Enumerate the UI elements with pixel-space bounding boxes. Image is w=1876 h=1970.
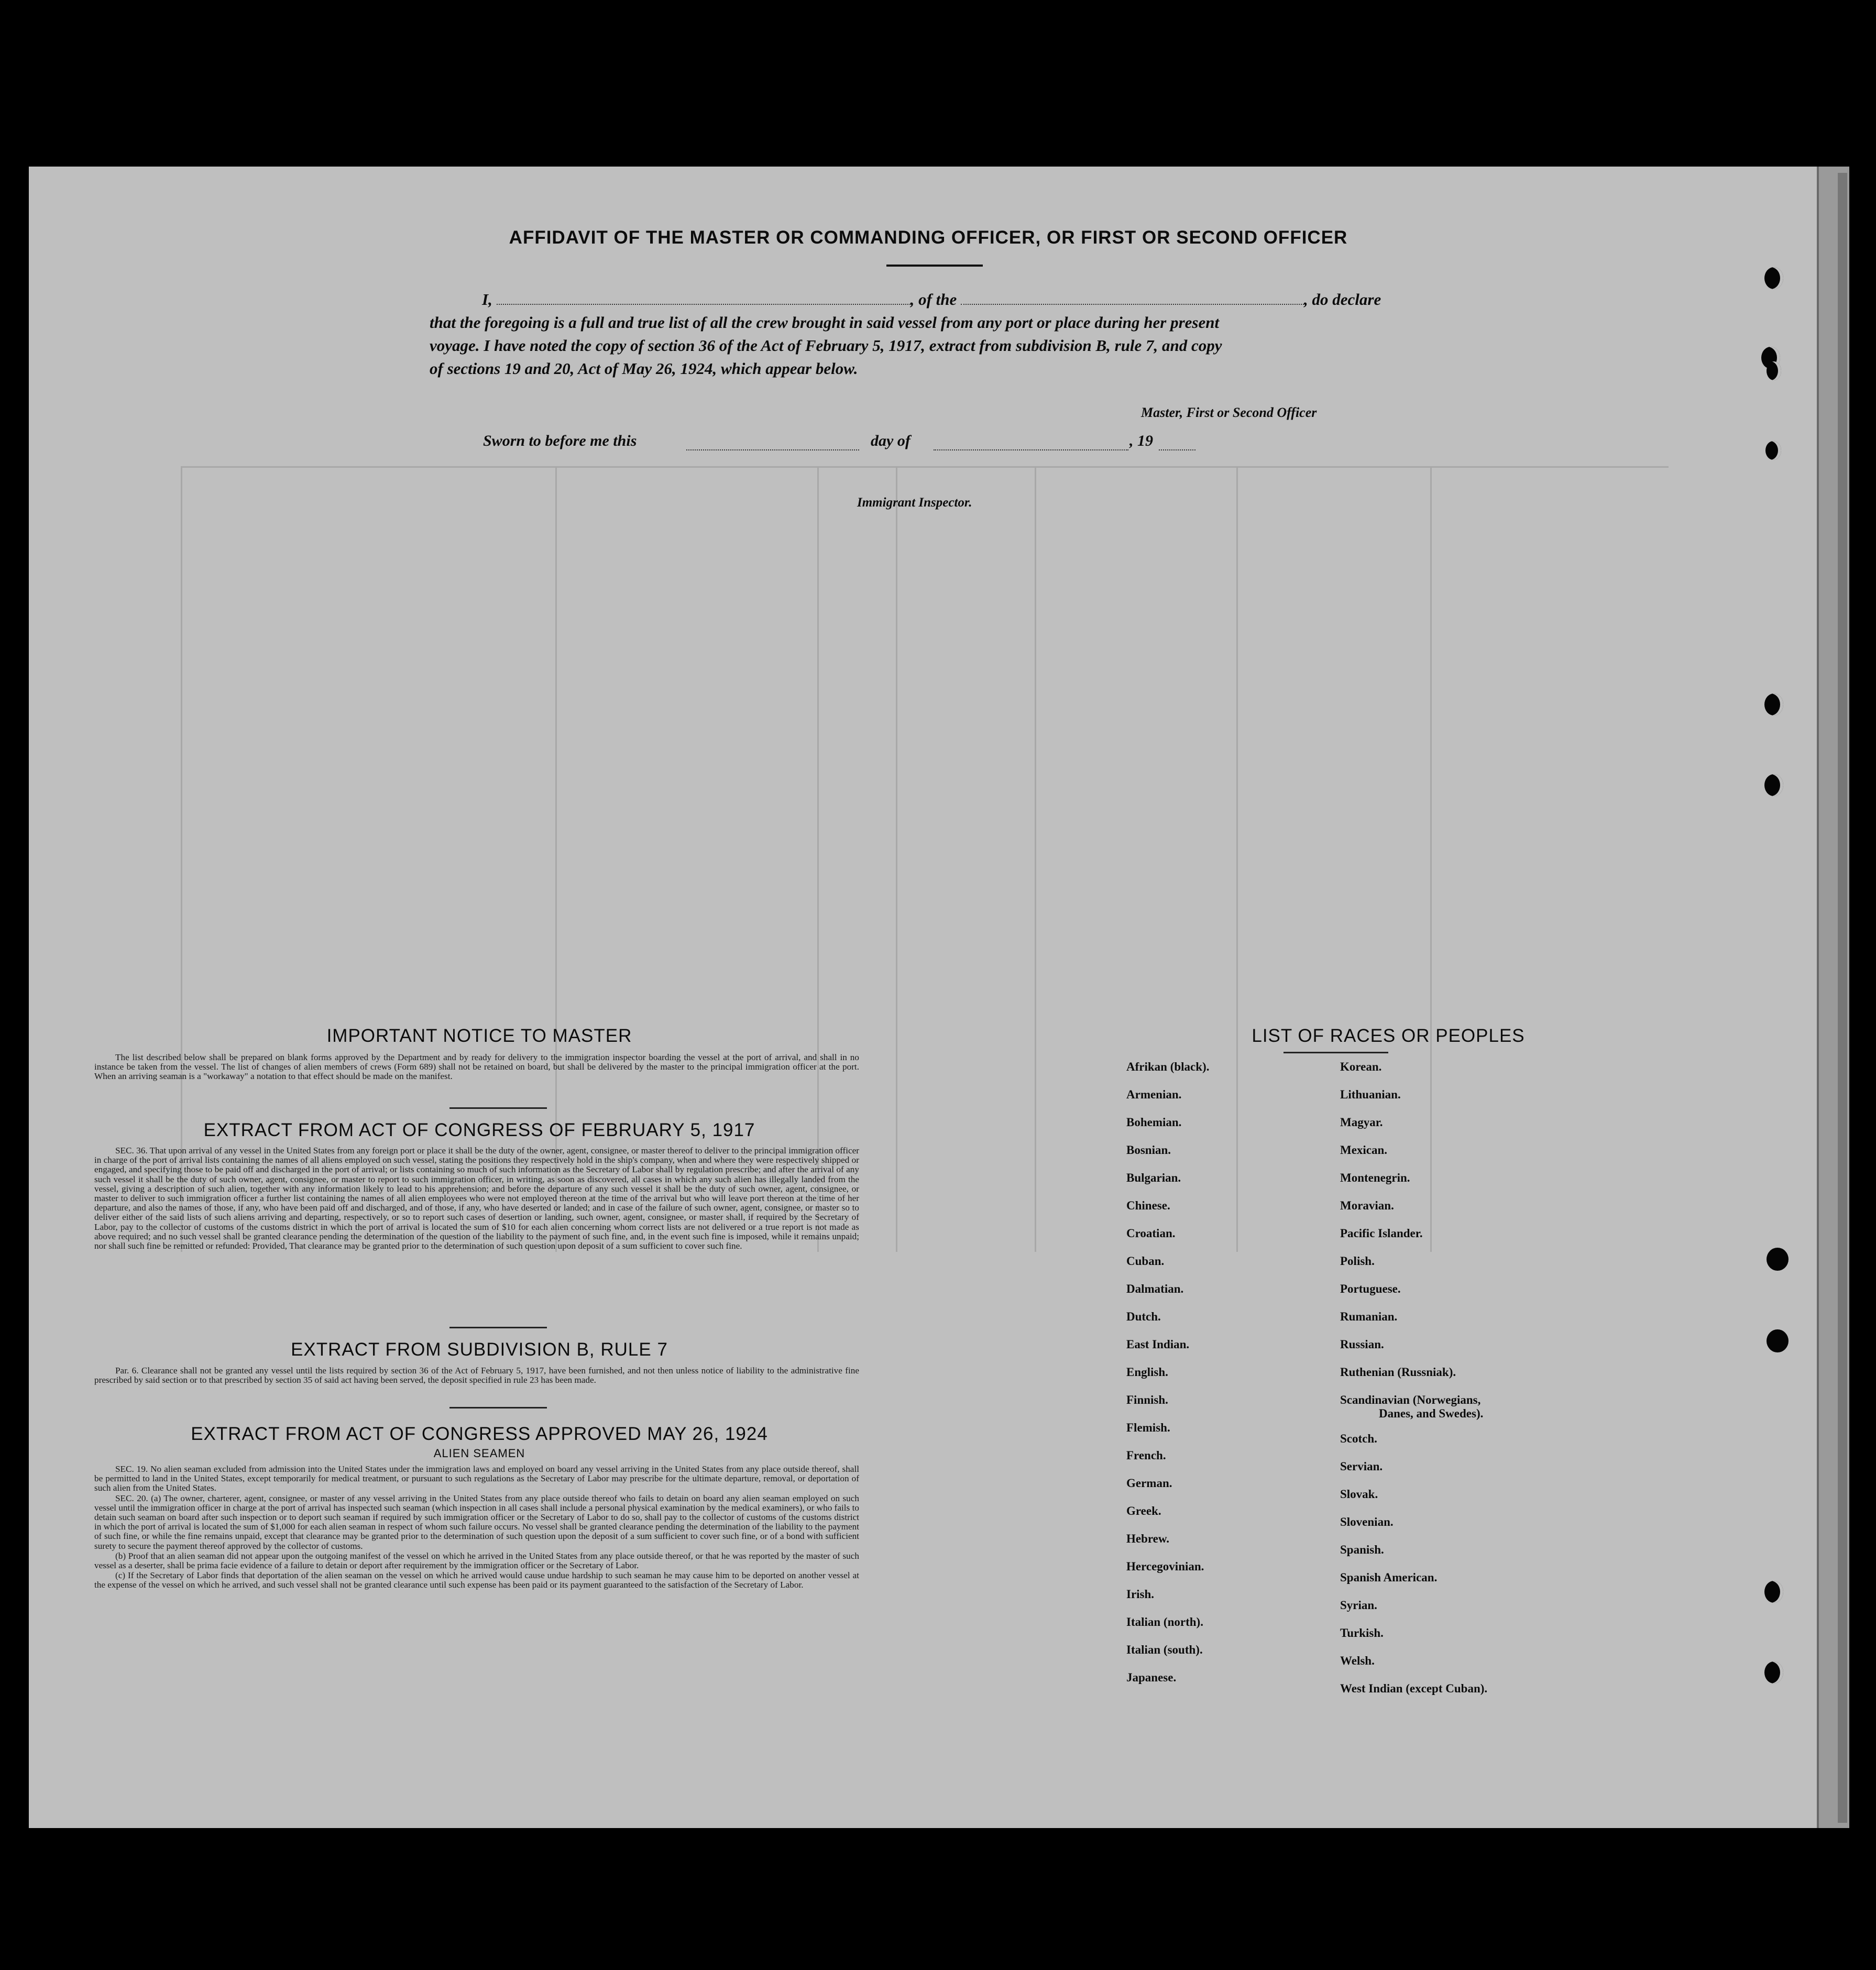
- race-item: Mexican.: [1340, 1143, 1388, 1157]
- bleed-line: [1035, 466, 1036, 1252]
- binder-hole: [1764, 774, 1783, 796]
- race-item: Afrikan (black).: [1126, 1060, 1210, 1073]
- race-item: Ruthenian (Russniak).: [1340, 1366, 1456, 1379]
- races-title: LIST OF RACES OR PEOPLES: [1252, 1026, 1525, 1046]
- race-item: French.: [1126, 1449, 1166, 1462]
- race-item: Cuban.: [1126, 1254, 1165, 1268]
- sworn-label: Sworn to before me this: [483, 432, 637, 449]
- sec-20c-paragraph: (c) If the Secretary of Labor finds that deportation of the alien seaman on the vessel on which he arrived would cause undue hardship to such seaman he may cause him to be deported on another vessel at the expense of the vessel on which he arrived, and such vessel shall not be granted clearance until such expense has been paid or its payment guaranteed to the satisfaction of the Secretary of Labor.: [94, 1570, 859, 1590]
- race-item: Croatian.: [1126, 1227, 1176, 1240]
- sec-36-paragraph: SEC. 36. That upon arrival of any vessel in the United States from any foreign port or place it shall be the duty of the owner, agent, consignee, or master thereof to deliver to the principal immigration officer in charge of the port of arrival lists containing the names of all aliens employed on such vessel, stating the positions they respectively hold in the ship's company, when and where they were respectively shipped or engaged, and specifying those to be paid off and discharged in the port of arrival; or lists containing so much of such information as the Secretary of Labor shall by regulation prescribe; and after the arrival of any such vessel it shall be the duty of such owner, agent, consignee, or master to report to such immigration officer, in writing, as soon as discovered, all cases in which any such alien has illegally landed from the vessel, giving a description of such alien, together with any information likely to lead to his apprehension; and before the departure of any such vessel it shall be the duty of such owner, agent, consignee, or master to deliver to such immigration officer a further list containing the names of all alien employees who were not employed thereon at the time of the arrival but who will leave port thereon at the time of her departure, and also the names of those, if any, who have been paid off and discharged, and of those, if any, who have deserted or landed; and in case of the failure of such owner, agent, consignee, or master so to deliver either of the said lists of such aliens arriving and departing, respectively, or so to report such cases of desertion or landing, such owner, agent, consignee, or master shall, if required by the Secretary of Labor, pay to the collector of customs of the customs district in which the port of arrival is located the sum of $10 for each alien concerning whom correct lists are not delivered or a true report is not made as above required; and no such vessel shall be granted clearance pending the determination of the question of the liability to the payment of such fine, and, in the event such fine is imposed, while it remains unpaid; nor shall such fine be remitted or refunded: Provided, That clearance may be granted prior to the determination of such question upon deposit of a sum sufficient to cover such fine.: [94, 1146, 859, 1251]
- page-edge-shadow: [1838, 173, 1847, 1823]
- race-item: Scotch.: [1340, 1432, 1377, 1445]
- race-item: Dalmatian.: [1126, 1282, 1184, 1295]
- day-of-label: day of: [871, 432, 910, 449]
- section-divider: [449, 1107, 547, 1109]
- race-item: Bosnian.: [1126, 1143, 1171, 1157]
- binder-hole: [1764, 694, 1783, 716]
- par-6-paragraph: Par. 6. Clearance shall not be granted any vessel until the lists required by section 36 of the Act of February 5, 1917, have been furnished, and not then unless notice of liability to the administrative fine prescribed by said section or to that prescribed by section 35 of said act having been served, the deposit specified in rule 23 has been made.: [94, 1366, 859, 1385]
- race-item: Hebrew.: [1126, 1532, 1169, 1545]
- extract-1924-title: EXTRACT FROM ACT OF CONGRESS APPROVED MAY 26, 1924: [191, 1424, 768, 1444]
- notice-paragraph: The list described below shall be prepared on blank forms approved by the Department and by ready for delivery to the immigration inspector boarding the vessel at the port of arrival, and shall in no instance be taken from the vessel. The list of changes of alien members of crews (Form 689) shall not be retained on board, but shall be delivered by the master to the principal immigration officer at the port. When an arriving seaman is a "workaway" a notation to that effect should be made on the manifest.: [94, 1052, 859, 1082]
- year-blank: [1159, 449, 1195, 450]
- bleed-line: [896, 466, 897, 1252]
- race-item: Servian.: [1340, 1460, 1383, 1473]
- race-item: East Indian.: [1126, 1338, 1190, 1351]
- race-item: Polish.: [1340, 1254, 1375, 1268]
- extract-1917-title: EXTRACT FROM ACT OF CONGRESS OF FEBRUARY 5, 1917: [203, 1120, 755, 1140]
- binder-hole: [1764, 1661, 1783, 1683]
- races-right-column: [1340, 1060, 1487, 1710]
- binder-hole: [1764, 1581, 1783, 1603]
- bleed-line: [1236, 466, 1238, 1252]
- race-item: Finnish.: [1126, 1393, 1168, 1406]
- month-blank: [934, 449, 1128, 450]
- affidavit-i-label: I,: [482, 290, 492, 309]
- notice-title: IMPORTANT NOTICE TO MASTER: [326, 1026, 632, 1046]
- affidavit-line-1: [430, 288, 1425, 311]
- race-item: Spanish American.: [1340, 1571, 1438, 1584]
- day-blank: [686, 449, 859, 450]
- races-title-underline: [1283, 1052, 1388, 1053]
- race-item: West Indian (except Cuban).: [1340, 1682, 1488, 1695]
- alien-seamen-subtitle: ALIEN SEAMEN: [433, 1447, 525, 1460]
- race-item: Portuguese.: [1340, 1282, 1401, 1295]
- notice-text: [94, 1053, 859, 1082]
- extract-1917-text: [94, 1146, 859, 1251]
- race-item-continued: Danes, and Swedes).: [1379, 1407, 1484, 1420]
- inspector-label: Immigrant Inspector.: [857, 496, 972, 510]
- binder-hole: [1767, 1329, 1789, 1352]
- race-item: Turkish.: [1340, 1626, 1384, 1639]
- bleed-line: [181, 466, 1669, 468]
- sec-19-paragraph: SEC. 19. No alien seaman excluded from admission into the United States under the immigration laws and employed on board any vessel arriving in the United States from any place outside thereof, shall be permitted to land in the United States, except temporarily for medical treatment, or pursuant to such regulations as the Secretary of Labor may prescribe for the ultimate departure, removal, or deportation of such alien from the United States.: [94, 1464, 859, 1493]
- race-item: Pacific Islander.: [1340, 1227, 1423, 1240]
- race-item: Montenegrin.: [1340, 1171, 1410, 1184]
- binder-hole: [1765, 441, 1781, 460]
- race-item: Bohemian.: [1126, 1116, 1182, 1129]
- race-item: Lithuanian.: [1340, 1088, 1401, 1101]
- race-item: Russian.: [1340, 1338, 1384, 1351]
- race-item: Magyar.: [1340, 1116, 1383, 1129]
- race-item: Syrian.: [1340, 1599, 1377, 1612]
- race-item: Dutch.: [1126, 1310, 1161, 1323]
- race-item: Slovak.: [1340, 1488, 1378, 1501]
- race-item: Welsh.: [1340, 1654, 1375, 1667]
- master-officer-label: Master, First or Second Officer: [1141, 405, 1317, 420]
- race-item: Slovenian.: [1340, 1515, 1394, 1528]
- year-label: , 19: [1129, 432, 1153, 449]
- of-the-label: , of the: [910, 290, 957, 309]
- race-item: Moravian.: [1340, 1199, 1394, 1212]
- race-item: Irish.: [1126, 1588, 1155, 1601]
- sec-20a-paragraph: SEC. 20. (a) The owner, charterer, agent, consignee, or master of any vessel arriving in the United States from any place outside thereof who fails to detain on board any alien seaman employed on such vessel until the immigration officer in charge at the port of arrival has inspected such seaman (which inspection in all cases shall include a personal physical examination by the medical examiners), or who fails to detain such seaman on board after such inspection or to deport such seaman if required by such immigration officer or the Secretary of Labor to do so, shall pay to the collector of customs of the customs district in which the port of arrival is located the sum of $1,000 for each alien seaman in respect of whom such failure occurs. No vessel shall be granted clearance pending the determination of the liability to the payment of such fine, or while the fine remains unpaid, except that clearance may be granted prior to the determination of such question upon the deposit of a sum sufficient to cover such fine, or of a bond with sufficient surety to secure the payment thereof approved by the collector of customs.: [94, 1493, 859, 1551]
- race-item: Korean.: [1340, 1060, 1382, 1073]
- rule-7-text: [94, 1366, 859, 1385]
- race-item: German.: [1126, 1477, 1172, 1490]
- race-item: Greek.: [1126, 1504, 1161, 1517]
- binder-hole: [1767, 361, 1781, 380]
- race-item: Flemish.: [1126, 1421, 1170, 1434]
- race-item: Bulgarian.: [1126, 1171, 1181, 1184]
- declare-label: , do declare: [1304, 290, 1381, 309]
- rule-7-title: EXTRACT FROM SUBDIVISION B, RULE 7: [291, 1339, 668, 1360]
- race-item: Italian (north).: [1126, 1615, 1203, 1628]
- affidavit-line-3: voyage. I have noted the copy of section 36 of the Act of February 5, 1917, extract from subdivision B, rule 7, and copy: [430, 336, 1222, 355]
- name-blank: [497, 290, 910, 305]
- race-item: Chinese.: [1126, 1199, 1170, 1212]
- race-item: English.: [1126, 1366, 1168, 1379]
- title-underline: [886, 265, 983, 267]
- race-item: Scandinavian (Norwegians,: [1340, 1393, 1481, 1406]
- affidavit-title: AFFIDAVIT OF THE MASTER OR COMMANDING OFFICER, OR FIRST OR SECOND OFFICER: [509, 227, 1348, 248]
- races-left-column: [1126, 1060, 1209, 1699]
- binder-hole: [1767, 1248, 1789, 1271]
- affidavit-line-4: of sections 19 and 20, Act of May 26, 1924, which appear below.: [430, 359, 858, 378]
- extract-1924-text: [94, 1465, 859, 1591]
- section-divider: [449, 1407, 547, 1408]
- race-item: Armenian.: [1126, 1088, 1182, 1101]
- race-item: Rumanian.: [1340, 1310, 1398, 1323]
- race-item: Japanese.: [1126, 1671, 1177, 1684]
- section-divider: [449, 1327, 547, 1328]
- race-item: Hercegovinian.: [1126, 1560, 1204, 1573]
- sec-20b-paragraph: (b) Proof that an alien seaman did not appear upon the outgoing manifest of the vessel on which he arrived in the United States from any place outside thereof, or that he was reported by the master of such vessel as a deserter, shall be prima facie evidence of a failure to detain or deport after requirement by the immigration officer or the Secretary of Labor.: [94, 1550, 859, 1571]
- race-item: Spanish.: [1340, 1543, 1384, 1556]
- affidavit-line-2: that the foregoing is a full and true list of all the crew brought in said vessel from any port or place during her present: [430, 313, 1220, 332]
- race-item: Italian (south).: [1126, 1643, 1203, 1656]
- vessel-blank: [961, 290, 1304, 305]
- binder-hole: [1764, 267, 1783, 289]
